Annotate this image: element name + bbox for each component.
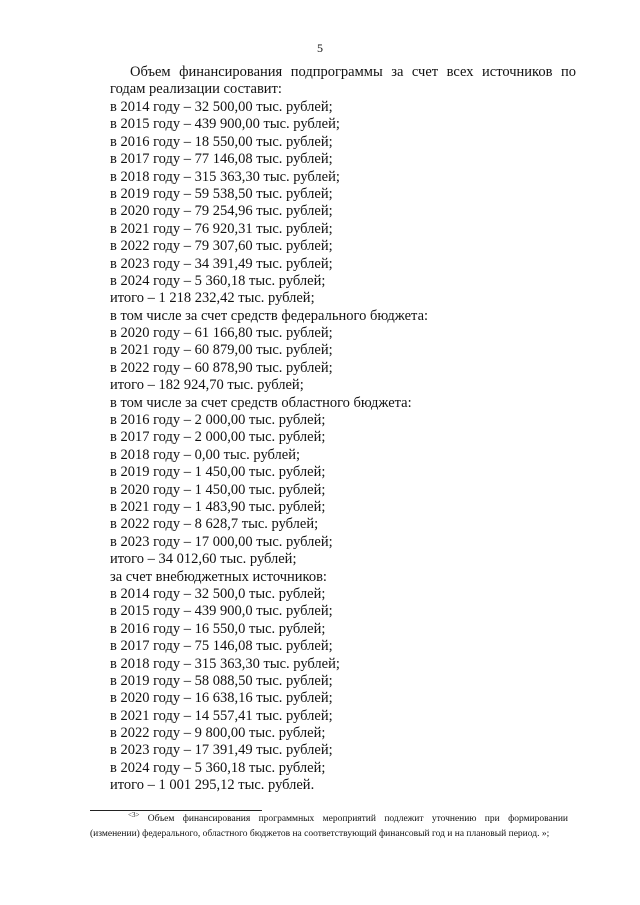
- list-item: в 2024 году – 5 360,18 тыс. рублей;: [110, 272, 326, 289]
- list-item: за счет внебюджетных источников:: [110, 568, 327, 585]
- list-item: в 2020 году – 1 450,00 тыс. рублей;: [110, 481, 326, 498]
- list-item: в 2018 году – 315 363,30 тыс. рублей;: [110, 655, 340, 672]
- page-number: 5: [317, 41, 323, 55]
- list-item: в 2022 году – 79 307,60 тыс. рублей;: [110, 238, 333, 255]
- intro-paragraph: Объем финансирования подпрограммы за счет всех источников по годам реализации составит:: [110, 64, 576, 98]
- list-item: в 2021 году – 14 557,41 тыс. рублей;: [110, 707, 333, 724]
- list-item: в 2022 году – 9 800,00 тыс. рублей;: [110, 725, 326, 742]
- list-item: в 2022 году – 60 878,90 тыс. рублей;: [110, 359, 333, 376]
- list-item: в 2021 году – 76 920,31 тыс. рублей;: [110, 220, 333, 237]
- list-item: в 2014 году – 32 500,00 тыс. рублей;: [110, 99, 333, 115]
- list-item: итого – 1 001 295,12 тыс. рублей.: [110, 777, 315, 794]
- list-item: в 2023 году – 17 000,00 тыс. рублей;: [110, 533, 333, 550]
- list-item: в 2023 году – 17 391,49 тыс. рублей;: [110, 742, 333, 759]
- list-item: итого – 182 924,70 тыс. рублей;: [110, 377, 304, 394]
- list-item: в 2018 году – 315 363,30 тыс. рублей;: [110, 168, 340, 185]
- list-item: в 2021 году – 1 483,90 тыс. рублей;: [110, 498, 326, 515]
- list-item: в том числе за счет средств федерального бюджета:: [110, 307, 429, 324]
- list-item: в 2020 году – 79 254,96 тыс. рублей;: [110, 203, 333, 220]
- list-item: в 2018 году – 0,00 тыс. рублей;: [110, 446, 301, 463]
- list-item: в 2020 году – 61 166,80 тыс. рублей;: [110, 325, 333, 342]
- list-item: в 2016 году – 16 550,0 тыс. рублей;: [110, 620, 326, 637]
- footnote: [90, 812, 568, 842]
- list-item: в 2022 году – 8 628,7 тыс. рублей;: [110, 516, 319, 533]
- footnote-text: Объем финансирования программных мероприятий подлежит уточнению при формировании (изменении) федерального, областного бюджетов на соответствующий финансовый год и на плановый период. »;: [90, 814, 569, 839]
- list-item: в 2024 году – 5 360,18 тыс. рублей;: [110, 759, 326, 776]
- list-item: в 2017 году – 77 146,08 тыс. рублей;: [110, 151, 333, 168]
- list-item: в 2017 году – 75 146,08 тыс. рублей;: [110, 638, 333, 655]
- list-item: в 2017 году – 2 000,00 тыс. рублей;: [110, 429, 326, 446]
- list-item: итого – 34 012,60 тыс. рублей;: [110, 551, 297, 568]
- list-item: в 2023 году – 34 391,49 тыс. рублей;: [110, 255, 333, 272]
- list-item: в 2015 году – 439 900,00 тыс. рублей;: [110, 116, 340, 133]
- funding-list: [110, 99, 580, 795]
- list-item: в 2014 году – 32 500,0 тыс. рублей;: [110, 585, 326, 602]
- list-item: в 2016 году – 18 550,00 тыс. рублей;: [110, 133, 333, 150]
- list-item: в 2021 году – 60 879,00 тыс. рублей;: [110, 342, 333, 359]
- list-item: в 2019 году – 58 088,50 тыс. рублей;: [110, 672, 333, 689]
- footnote-divider: [90, 810, 262, 811]
- list-item: в том числе за счет средств областного бюджета:: [110, 394, 412, 411]
- list-item: в 2015 году – 439 900,0 тыс. рублей;: [110, 603, 333, 620]
- list-item: в 2016 году – 2 000,00 тыс. рублей;: [110, 412, 326, 429]
- list-item: итого – 1 218 232,42 тыс. рублей;: [110, 290, 315, 307]
- list-item: в 2020 году – 16 638,16 тыс. рублей;: [110, 690, 333, 707]
- footnote-mark: <3>: [128, 810, 140, 819]
- list-item: в 2019 году – 1 450,00 тыс. рублей;: [110, 464, 326, 481]
- list-item: в 2019 году – 59 538,50 тыс. рублей;: [110, 185, 333, 202]
